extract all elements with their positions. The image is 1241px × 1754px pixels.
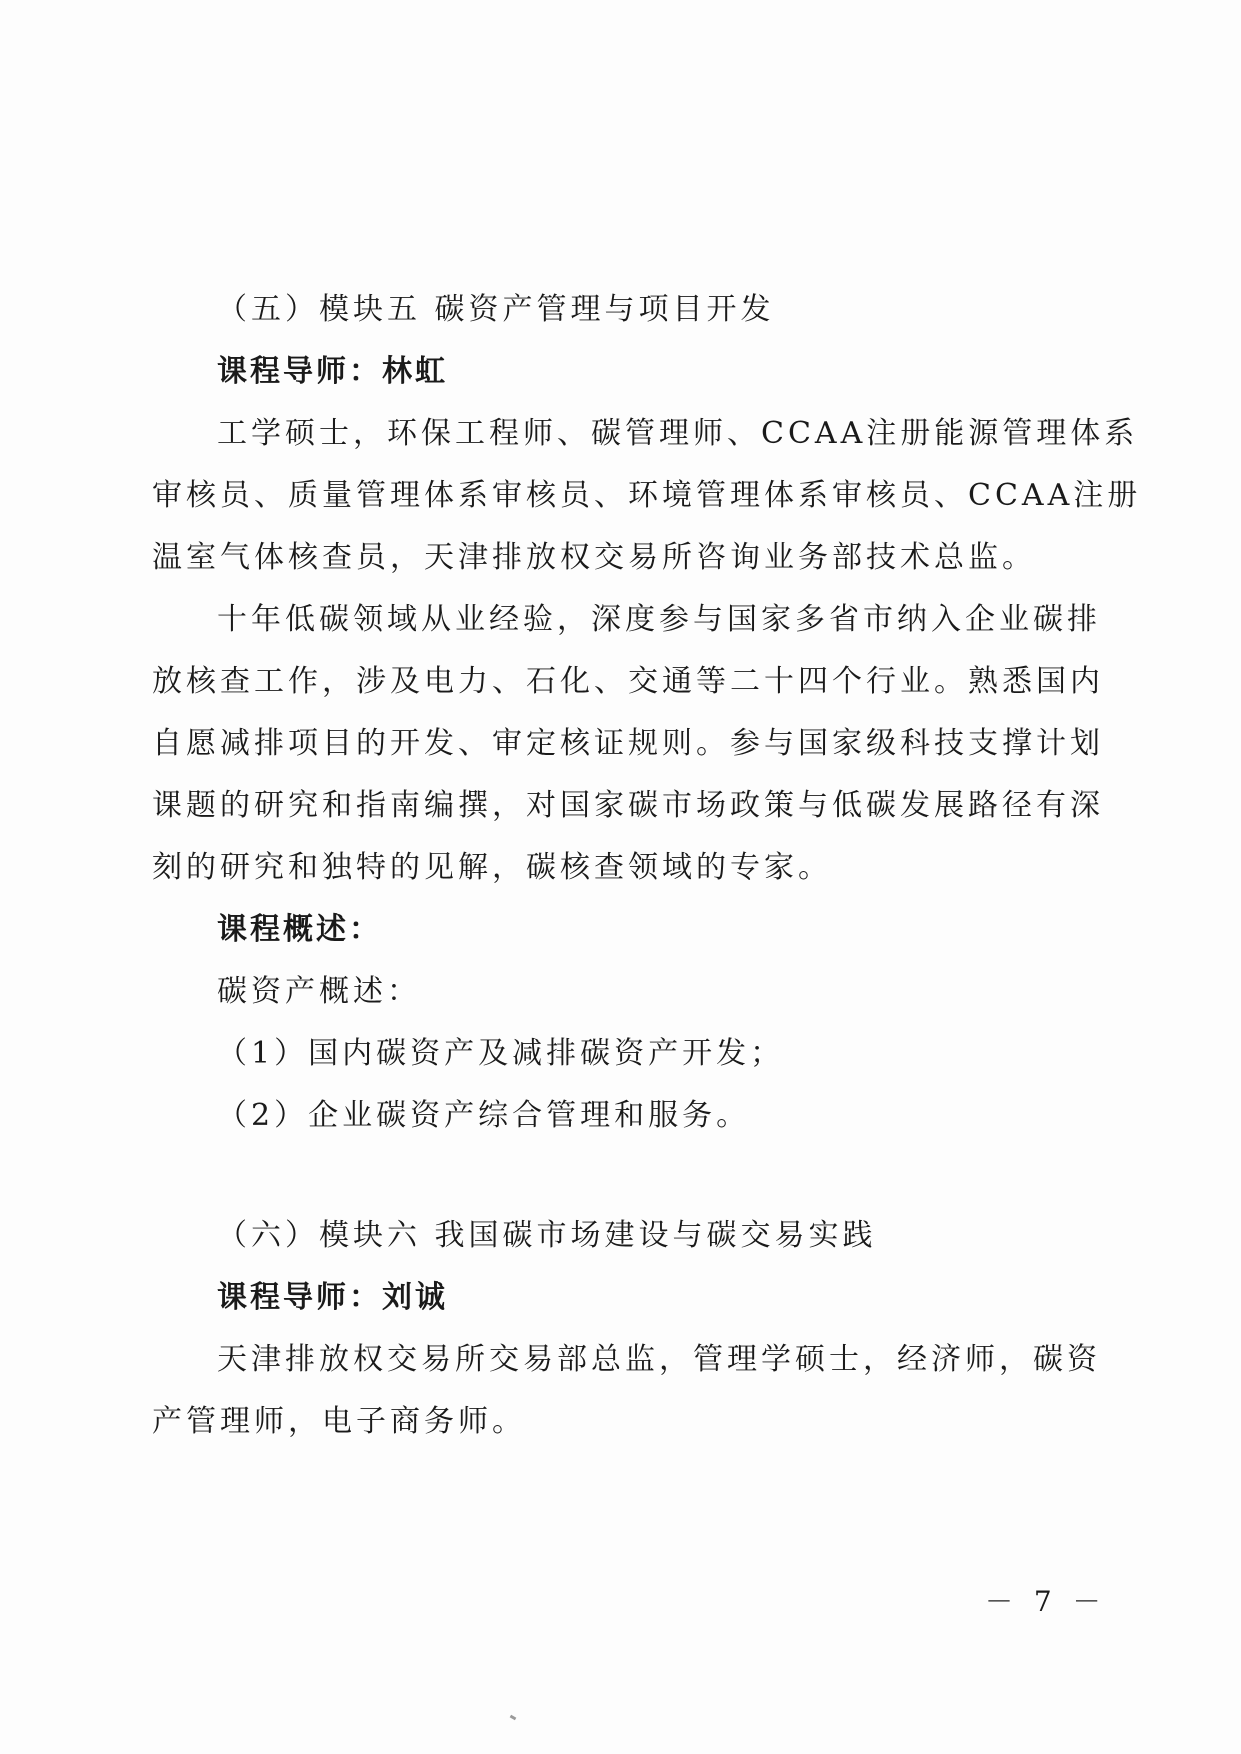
page-number: － 7 －	[985, 1585, 1107, 1618]
section-5-bio	[152, 414, 1142, 600]
overview-item: （2）企业碳资产综合管理和服务。	[217, 1098, 751, 1133]
experience-line: 放核查工作，涉及电力、石化、交通等二十四个行业。熟悉国内	[152, 664, 1104, 699]
bio-line: 工学硕士，环保工程师、碳管理师、CCAA注册能源管理体系	[217, 416, 1139, 451]
experience-line: 课题的研究和指南编撰，对国家碳市场政策与低碳发展路径有深	[152, 788, 1104, 823]
section-5-overview	[152, 972, 1090, 1158]
section-5-instructor: 课程导师：林虹	[217, 354, 448, 389]
overview-item: （1）国内碳资产及减排碳资产开发；	[217, 1036, 785, 1071]
section-5-experience	[152, 600, 1104, 910]
bio-line: 审核员、质量管理体系审核员、环境管理体系审核员、CCAA注册	[152, 478, 1142, 513]
scan-mark	[510, 1715, 517, 1721]
overview-intro: 碳资产概述：	[217, 974, 421, 1009]
section-spacer	[152, 1158, 1090, 1216]
bio-line: 产管理师，电子商务师。	[152, 1404, 526, 1439]
section-5-heading: （五）模块五 碳资产管理与项目开发	[217, 292, 775, 327]
experience-line: 自愿减排项目的开发、审定核证规则。参与国家级科技支撑计划	[152, 726, 1104, 761]
section-6-instructor: 课程导师：刘诚	[217, 1280, 448, 1315]
experience-line: 十年低碳领域从业经验，深度参与国家多省市纳入企业碳排	[217, 602, 1101, 637]
section-6-bio	[152, 1340, 1101, 1464]
page-content	[152, 290, 1142, 1464]
bio-line: 天津排放权交易所交易部总监，管理学硕士，经济师，碳资	[217, 1342, 1101, 1377]
section-6-heading: （六）模块六 我国碳市场建设与碳交易实践	[217, 1218, 877, 1253]
experience-line: 刻的研究和独特的见解，碳核查领域的专家。	[152, 850, 832, 885]
section-5-overview-label: 课程概述：	[217, 912, 382, 947]
bio-line: 温室气体核查员，天津排放权交易所咨询业务部技术总监。	[152, 540, 1036, 575]
